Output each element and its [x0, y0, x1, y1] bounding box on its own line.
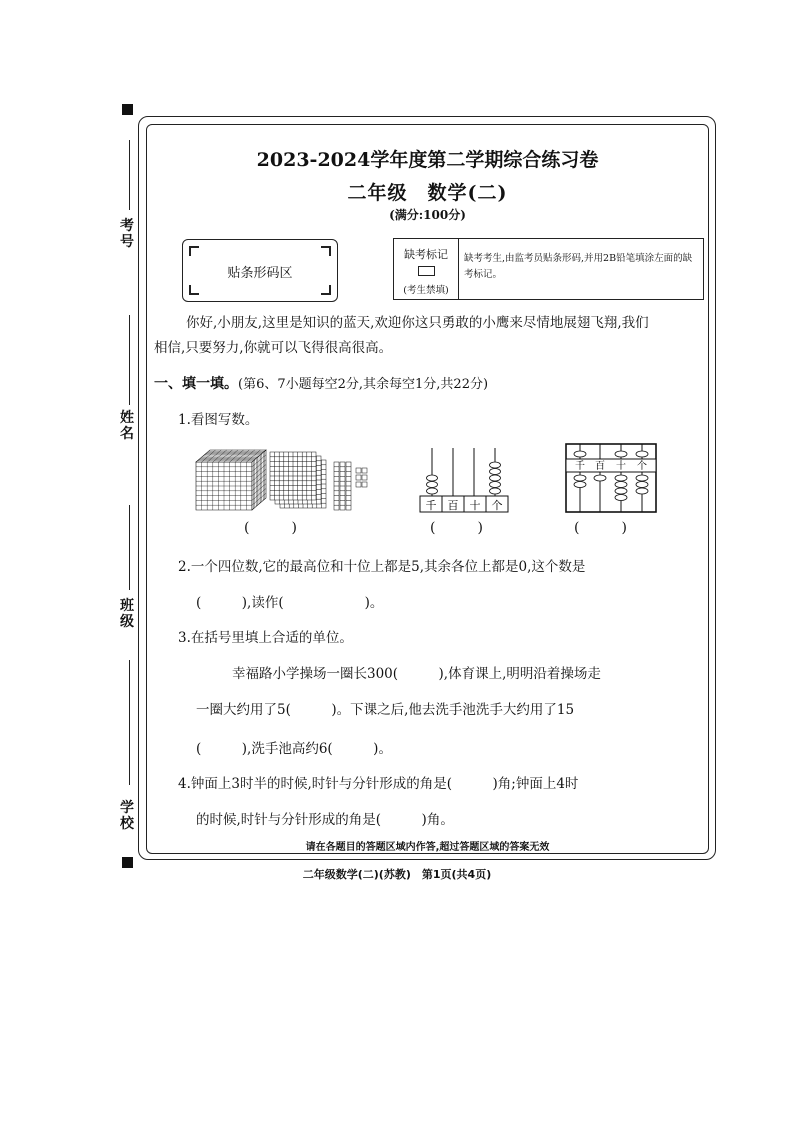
- lower-bead: [594, 475, 606, 481]
- barcode-label: 贴条形码区: [227, 266, 293, 281]
- exam-title: 2023-2024学年度第二学期综合练习卷: [256, 149, 599, 171]
- counter-bead: [490, 475, 501, 481]
- lower-bead: [615, 475, 627, 481]
- answer-area-warning: 请在各题目的答题区域内作答,超过答题区域的答案无效: [305, 842, 550, 853]
- question-3-line-3: ( ),洗手池高约6( )。: [196, 741, 392, 757]
- framed-abacus-figure: [563, 442, 659, 514]
- abacus-label-tens: 十: [616, 461, 626, 472]
- unit-cube: [356, 468, 361, 473]
- unit-cube: [356, 482, 361, 487]
- abacus-label-thousands: 千: [575, 461, 585, 472]
- unit-cube: [362, 475, 367, 480]
- unit-cube: [356, 475, 361, 480]
- section-1-title: 一、填一填。: [154, 376, 238, 392]
- abacus-label-ones: 个: [637, 461, 647, 472]
- upper-bead: [636, 451, 648, 457]
- absence-note: (考生禁填): [403, 285, 449, 296]
- counter-bead: [490, 462, 501, 468]
- class-label: 班级: [120, 598, 134, 630]
- class-line: [129, 505, 130, 590]
- absence-instruction: 缺考考生,由监考员贴条形码,并用2B铅笔填涂左面的缺考标记。: [464, 253, 693, 280]
- absence-title: 缺考标记: [404, 248, 448, 261]
- counter-bead: [490, 482, 501, 488]
- question-4-line-1: 4.钟面上3时半的时候,时针与分针形成的角是( )角;钟面上4时: [178, 776, 579, 792]
- intro-line-1: 你好,小朋友,这里是知识的蓝天,欢迎你这只勇敢的小鹰来尽情地展翅飞翔,我们: [186, 315, 649, 331]
- q1-answer-3[interactable]: ( ): [574, 520, 627, 536]
- counter-label-tens: 十: [469, 499, 481, 512]
- question-2-line-2: ( ),读作( )。: [196, 595, 384, 611]
- question-3-title: 3.在括号里填上合适的单位。: [178, 630, 353, 646]
- q1-answer-1[interactable]: ( ): [244, 520, 297, 536]
- q1-answer-2[interactable]: ( ): [430, 520, 483, 536]
- counter-bead: [427, 488, 438, 494]
- lower-bead: [636, 475, 648, 481]
- question-1: 1.看图写数。: [178, 412, 259, 428]
- question-3-line-2: 一圈大约用了5( )。下课之后,他去洗手池洗手大约用了15: [196, 702, 575, 718]
- counter-bead: [427, 482, 438, 488]
- lower-bead: [636, 482, 648, 488]
- question-3-line-1: 幸福路小学操场一圈长300( ),体育课上,明明沿着操场走: [232, 666, 601, 682]
- counter-label-ones: 个: [491, 499, 503, 512]
- section-1-heading: [154, 373, 488, 393]
- lower-bead: [615, 488, 627, 494]
- exam-no-label: 考号: [120, 218, 134, 250]
- lower-bead: [636, 488, 648, 494]
- upper-bead: [615, 451, 627, 457]
- page-footer: 二年级数学(二)(苏教) 第1页(共4页): [302, 868, 492, 881]
- barcode-area: [182, 239, 338, 302]
- alignment-marker-top: [122, 104, 133, 115]
- lower-bead: [615, 482, 627, 488]
- lower-bead: [615, 495, 627, 501]
- counter-abacus-figure: [416, 444, 512, 514]
- name-label: 姓名: [120, 410, 134, 442]
- abacus-label-hundreds: 百: [595, 461, 605, 472]
- counter-bead: [427, 475, 438, 481]
- thousand-cube: [196, 450, 266, 510]
- full-score: (满分:100分): [389, 208, 466, 222]
- question-4-line-2: 的时候,时针与分针形成的角是( )角。: [196, 812, 454, 828]
- unit-cube: [362, 468, 367, 473]
- section-1-note: (第6、7小题每空2分,其余每空1分,共22分): [238, 377, 489, 392]
- upper-bead: [574, 451, 586, 457]
- exam-subtitle: 二年级 数学(二): [347, 182, 508, 204]
- lower-bead: [574, 482, 586, 488]
- school-label: 学校: [120, 800, 134, 832]
- lower-bead: [574, 475, 586, 481]
- absence-mark-box: [393, 238, 704, 300]
- counter-label-thousands: 千: [425, 499, 437, 512]
- intro-line-2: 相信,只要努力,你就可以飞得很高很高。: [154, 340, 393, 356]
- base-ten-blocks-figure: [192, 446, 372, 514]
- unit-cube: [362, 482, 367, 487]
- school-line: [129, 660, 130, 785]
- counter-label-hundreds: 百: [447, 499, 459, 512]
- counter-bead: [490, 469, 501, 475]
- exam-no-line: [129, 140, 130, 210]
- name-line: [129, 315, 130, 405]
- question-2-line-1: 2.一个四位数,它的最高位和十位上都是5,其余各位上都是0,这个数是: [178, 559, 586, 575]
- absence-mark-checkbox[interactable]: [418, 266, 435, 276]
- counter-bead: [490, 488, 501, 494]
